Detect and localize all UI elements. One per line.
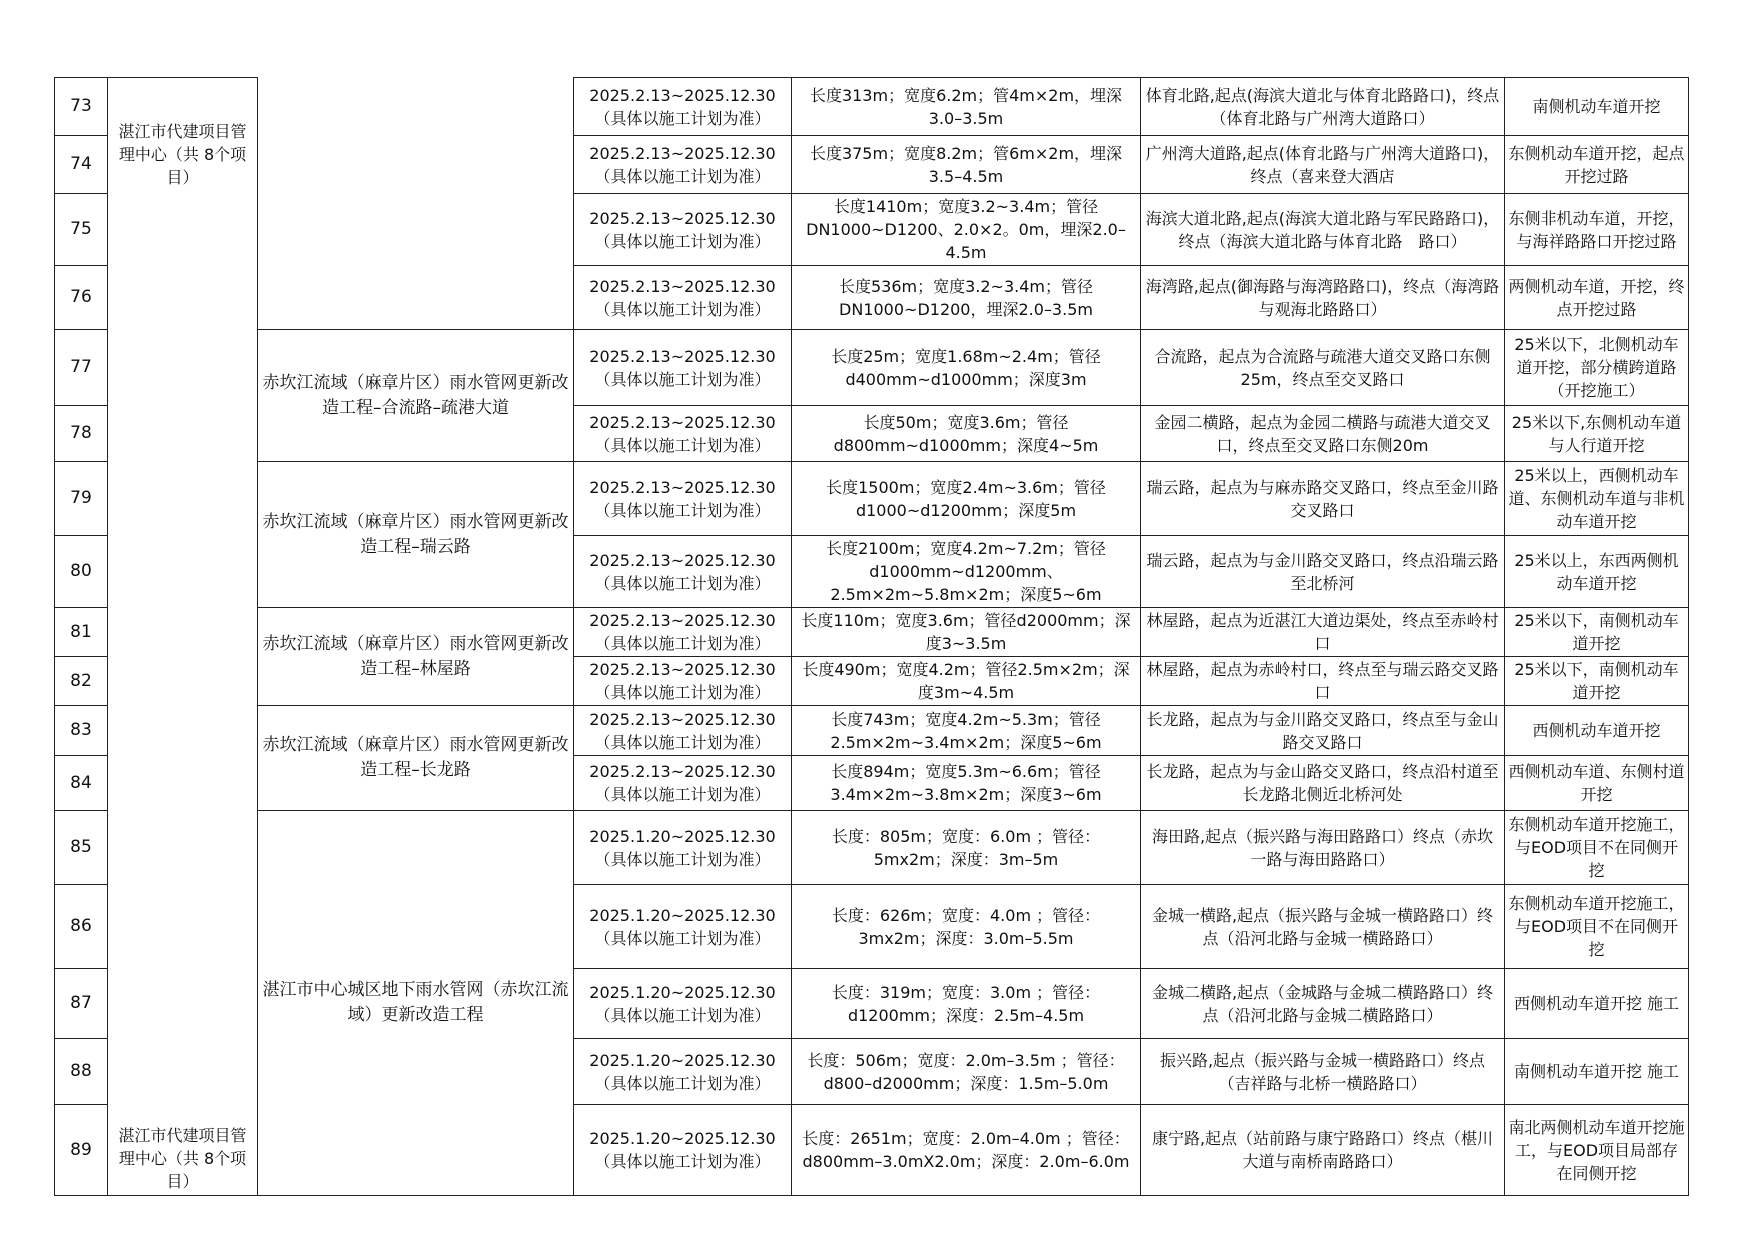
method-cell: 25米以上，西侧机动车道、东侧机动车道与非机动车道开挖 xyxy=(1505,462,1689,536)
row-number: 89 xyxy=(55,1105,108,1196)
period-cell: 2025.2.13~2025.12.30（具体以施工计划为准） xyxy=(574,608,792,657)
location-cell: 合流路，起点为合流路与疏港大道交叉路口东侧25m，终点至交叉路口 xyxy=(1141,330,1505,406)
row-number: 84 xyxy=(55,756,108,811)
period-cell: 2025.2.13~2025.12.30（具体以施工计划为准） xyxy=(574,78,792,136)
method-cell: 25米以下，南侧机动车道开挖 xyxy=(1505,608,1689,657)
location-cell: 金城二横路,起点（金城路与金城二横路路口）终点（沿河北路与金城二横路路口） xyxy=(1141,969,1505,1039)
blank-unit-cell xyxy=(108,406,258,1105)
location-cell: 振兴路,起点（振兴路与金城一横路路口）终点（吉祥路与北桥一横路路口） xyxy=(1141,1039,1505,1105)
period-cell: 2025.1.20~2025.12.30（具体以施工计划为准） xyxy=(574,969,792,1039)
period-cell: 2025.2.13~2025.12.30（具体以施工计划为准） xyxy=(574,657,792,706)
method-cell: 东侧机动车道开挖施工，与EOD项目不在同侧开挖 xyxy=(1505,811,1689,885)
table-row xyxy=(55,330,1689,406)
construction-schedule-table xyxy=(54,77,1689,1196)
row-number: 88 xyxy=(55,1039,108,1105)
location-cell: 体育北路,起点(海滨大道北与体育北路路口)，终点（体育北路与广州湾大道路口） xyxy=(1141,78,1505,136)
scale-cell: 长度313m；宽度6.2m；管4m×2m，埋深3.0–3.5m xyxy=(792,78,1141,136)
method-cell: 南侧机动车道开挖 施工 xyxy=(1505,1039,1689,1105)
period-cell: 2025.2.13~2025.12.30（具体以施工计划为准） xyxy=(574,756,792,811)
location-cell: 海滨大道北路,起点(海滨大道北路与军民路路口)，终点（海滨大道北路与体育北路 路口） xyxy=(1141,194,1505,266)
scale-cell: 长度50m；宽度3.6m；管径d800mm~d1000mm；深度4~5m xyxy=(792,406,1141,462)
scale-cell: 长度110m；宽度3.6m；管径d2000mm；深度3~3.5m xyxy=(792,608,1141,657)
scale-cell: 长度894m；宽度5.3m~6.6m；管径3.4m×2m~3.8m×2m；深度3~6m xyxy=(792,756,1141,811)
period-cell: 2025.2.13~2025.12.30（具体以施工计划为准） xyxy=(574,706,792,756)
scale-cell: 长度536m；宽度3.2~3.4m；管径DN1000~D1200，埋深2.0–3.5m xyxy=(792,266,1141,330)
table-row xyxy=(55,706,1689,756)
project-name-cell: 湛江市中心城区地下雨水管网（赤坎江流域）更新改造工程 xyxy=(258,811,574,1196)
period-cell: 2025.2.13~2025.12.30（具体以施工计划为准） xyxy=(574,194,792,266)
location-cell: 海湾路,起点(御海路与海湾路路口)，终点（海湾路与观海北路路口） xyxy=(1141,266,1505,330)
row-number: 78 xyxy=(55,406,108,462)
scale-cell: 长度：626m；宽度：4.0m ；管径：3mx2m；深度：3.0m–5.5m xyxy=(792,885,1141,969)
method-cell: 西侧机动车道、东侧村道开挖 xyxy=(1505,756,1689,811)
method-cell: 25米以下，南侧机动车道开挖 xyxy=(1505,657,1689,706)
method-cell: 西侧机动车道开挖 施工 xyxy=(1505,969,1689,1039)
row-number: 80 xyxy=(55,536,108,608)
method-cell: 西侧机动车道开挖 xyxy=(1505,706,1689,756)
row-number: 81 xyxy=(55,608,108,657)
scale-cell: 长度375m；宽度8.2m；管6m×2m，埋深3.5–4.5m xyxy=(792,136,1141,194)
row-number: 74 xyxy=(55,136,108,194)
period-cell: 2025.2.13~2025.12.30（具体以施工计划为准） xyxy=(574,462,792,536)
project-name-cell: 赤坎江流域（麻章片区）雨水管网更新改造工程–林屋路 xyxy=(258,608,574,706)
location-cell: 瑞云路，起点为与金川路交叉路口，终点沿瑞云路至北桥河 xyxy=(1141,536,1505,608)
scale-cell: 长度：805m；宽度：6.0m ；管径：5mx2m；深度：3m–5m xyxy=(792,811,1141,885)
location-cell: 康宁路,起点（站前路与康宁路路口）终点（椹川大道与南桥南路路口） xyxy=(1141,1105,1505,1196)
row-number: 77 xyxy=(55,330,108,406)
location-cell: 金园二横路，起点为金园二横路与疏港大道交叉口，终点至交叉路口东侧20m xyxy=(1141,406,1505,462)
method-cell: 两侧机动车道，开挖，终点开挖过路 xyxy=(1505,266,1689,330)
row-number: 82 xyxy=(55,657,108,706)
row-number: 79 xyxy=(55,462,108,536)
period-cell: 2025.2.13~2025.12.30（具体以施工计划为准） xyxy=(574,136,792,194)
method-cell: 东侧机动车道开挖，起点开挖过路 xyxy=(1505,136,1689,194)
location-cell: 瑞云路，起点为与麻赤路交叉路口，终点至金川路交叉路口 xyxy=(1141,462,1505,536)
table-row xyxy=(55,462,1689,536)
scale-cell: 长度2100m；宽度4.2m~7.2m；管径d1000mm~d1200mm、2.5m×2m~5.8m×2m；深度5~6m xyxy=(792,536,1141,608)
method-cell: 南侧机动车道开挖 xyxy=(1505,78,1689,136)
scale-cell: 长度490m；宽度4.2m；管径2.5m×2m；深度3m~4.5m xyxy=(792,657,1141,706)
method-cell: 东侧非机动车道，开挖，与海祥路路口开挖过路 xyxy=(1505,194,1689,266)
project-name-cell: 赤坎江流域（麻章片区）雨水管网更新改造工程–长龙路 xyxy=(258,706,574,811)
scale-cell: 长度：506m；宽度：2.0m–3.5m ；管径：d800–d2000mm；深度：1.5m–5.0m xyxy=(792,1039,1141,1105)
method-cell: 25米以上，东西两侧机动车道开挖 xyxy=(1505,536,1689,608)
scale-cell: 长度25m；宽度1.68m~2.4m；管径d400mm~d1000mm；深度3m xyxy=(792,330,1141,406)
location-cell: 林屋路，起点为赤岭村口，终点至与瑞云路交叉路口 xyxy=(1141,657,1505,706)
row-number: 73 xyxy=(55,78,108,136)
location-cell: 长龙路，起点为与金川路交叉路口，终点至与金山路交叉路口 xyxy=(1141,706,1505,756)
period-cell: 2025.1.20~2025.12.30（具体以施工计划为准） xyxy=(574,811,792,885)
table-row xyxy=(55,78,1689,136)
method-cell: 东侧机动车道开挖施工，与EOD项目不在同侧开挖 xyxy=(1505,885,1689,969)
row-number: 83 xyxy=(55,706,108,756)
period-cell: 2025.1.20~2025.12.30（具体以施工计划为准） xyxy=(574,885,792,969)
location-cell: 长龙路，起点为与金山路交叉路口，终点沿村道至长龙路北侧近北桥河处 xyxy=(1141,756,1505,811)
scale-cell: 长度743m；宽度4.2m~5.3m；管径2.5m×2m~3.4m×2m；深度5~6m xyxy=(792,706,1141,756)
row-number: 86 xyxy=(55,885,108,969)
unit-name-cell: 湛江市代建项目管理中心（共 8个项目） xyxy=(108,78,258,406)
method-cell: 南北两侧机动车道开挖施工，与EOD项目局部存在同侧开挖 xyxy=(1505,1105,1689,1196)
period-cell: 2025.2.13~2025.12.30（具体以施工计划为准） xyxy=(574,536,792,608)
project-name-cell: 赤坎江流域（麻章片区）雨水管网更新改造工程–合流路–疏港大道 xyxy=(258,330,574,462)
period-cell: 2025.1.20~2025.12.30（具体以施工计划为准） xyxy=(574,1105,792,1196)
location-cell: 海田路,起点（振兴路与海田路路口）终点（赤坎一路与海田路路口） xyxy=(1141,811,1505,885)
table-row xyxy=(55,608,1689,657)
blank-project-cell xyxy=(258,78,574,330)
period-cell: 2025.2.13~2025.12.30（具体以施工计划为准） xyxy=(574,330,792,406)
method-cell: 25米以下,东侧机动车道与人行道开挖 xyxy=(1505,406,1689,462)
row-number: 76 xyxy=(55,266,108,330)
location-cell: 广州湾大道路,起点(体育北路与广州湾大道路口)，终点（喜来登大酒店 xyxy=(1141,136,1505,194)
row-number: 85 xyxy=(55,811,108,885)
unit-name-cell: 湛江市代建项目管理中心（共 8个项目） xyxy=(108,1105,258,1196)
project-name-cell: 赤坎江流域（麻章片区）雨水管网更新改造工程–瑞云路 xyxy=(258,462,574,608)
scale-cell: 长度：2651m；宽度：2.0m–4.0m ；管径：d800mm–3.0mX2.0m；深度：2.0m–6.0m xyxy=(792,1105,1141,1196)
period-cell: 2025.1.20~2025.12.30（具体以施工计划为准） xyxy=(574,1039,792,1105)
method-cell: 25米以下，北侧机动车道开挖，部分横跨道路（开挖施工） xyxy=(1505,330,1689,406)
row-number: 87 xyxy=(55,969,108,1039)
period-cell: 2025.2.13~2025.12.30（具体以施工计划为准） xyxy=(574,406,792,462)
location-cell: 金城一横路,起点（振兴路与金城一横路路口）终点（沿河北路与金城一横路路口） xyxy=(1141,885,1505,969)
scale-cell: 长度1410m；宽度3.2~3.4m；管径DN1000~D1200、2.0×2。0m，埋深2.0–4.5m xyxy=(792,194,1141,266)
scale-cell: 长度1500m；宽度2.4m~3.6m；管径d1000~d1200mm；深度5m xyxy=(792,462,1141,536)
period-cell: 2025.2.13~2025.12.30（具体以施工计划为准） xyxy=(574,266,792,330)
table-row xyxy=(55,811,1689,885)
scale-cell: 长度：319m；宽度：3.0m ；管径：d1200mm；深度：2.5m–4.5m xyxy=(792,969,1141,1039)
location-cell: 林屋路，起点为近湛江大道边渠处，终点至赤岭村口 xyxy=(1141,608,1505,657)
row-number: 75 xyxy=(55,194,108,266)
